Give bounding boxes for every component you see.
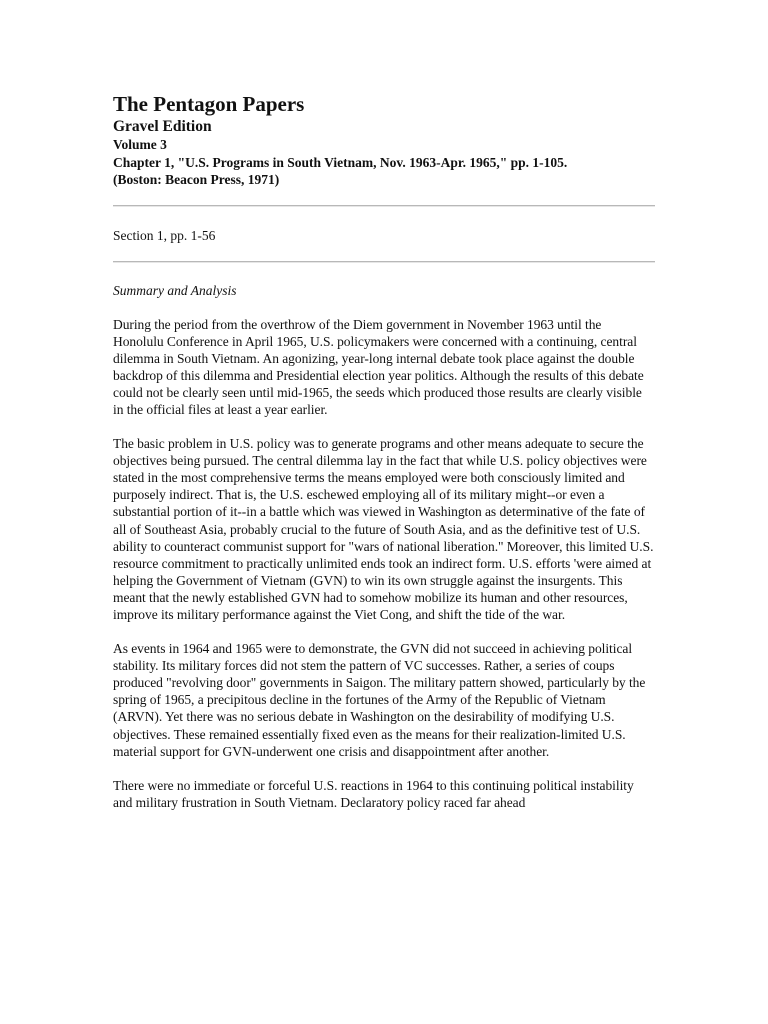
- chapter-label: Chapter 1, "U.S. Programs in South Vietnam, Nov. 1963-Apr. 1965," pp. 1-105.: [113, 154, 568, 170]
- divider: [113, 261, 655, 263]
- body-paragraph: The basic problem in U.S. policy was to generate programs and other means adequate to secure the objectives being pursued. The central dilemma lay in the fact that while U.S. policy objectives were stated in the most comprehensive terms the means employed were both consciously limited and purposely indirect. That is, the U.S. eschewed employing all of its military might--or even a substantial portion of it--in a battle which was viewed in Washington as determinative of the fate of all of Southeast Asia, probably crucial to the future of South Asia, and as the definitive test of U.S. ability to counteract communist support for "wars of national liberation." Moreover, this limited U.S. resource commitment to practically unlimited ends took an indirect form. U.S. efforts 'were aimed at helping the Government of Vietnam (GVN) to win its own struggle against the insurgents. This meant that the newly established GVN had to somehow mobilize its human and other resources, improve its military performance against the Viet Cong, and shift the tide of the war.: [113, 436, 654, 622]
- body-paragraph: During the period from the overthrow of the Diem government in November 1963 until the Honolulu Conference in April 1965, U.S. policymakers were concerned with a continuing, central dilemma in South Vietnam. An agonizing, year-long internal debate took place against the double backdrop of this dilemma and Presidential election year politics. Although the results of this debate could not be clearly seen until mid-1965, the seeds which produced those results are clearly visible in the official files at least a year earlier.: [113, 316, 644, 417]
- document-page: [113, 92, 655, 811]
- edition-label: Gravel Edition: [113, 118, 212, 135]
- body-paragraph: There were no immediate or forceful U.S. reactions in 1964 to this continuing political instability and military frustration in South Vietnam. Declaratory policy raced far ahead: [113, 777, 634, 810]
- document-title: The Pentagon Papers: [113, 92, 305, 116]
- publisher-label: (Boston: Beacon Press, 1971): [113, 172, 280, 187]
- body-paragraph: As events in 1964 and 1965 were to demonstrate, the GVN did not succeed in achieving political stability. Its military forces did not stem the pattern of VC successes. Rather, a series of coups produced "revolving door" governments in Saigon. The military pattern showed, particularly by the spring of 1965, a precipitous decline in the fortunes of the Army of the Republic of Vietnam (ARVN). Yet there was no serious debate in Washington on the desirability of modifying U.S. objectives. These remained essentially fixed even as the means for their realization-limited U.S. material support for GVN-underwent one crisis and disappointment after another.: [113, 641, 646, 759]
- section-subheading: Summary and Analysis: [113, 282, 237, 298]
- volume-label: Volume 3: [113, 137, 167, 152]
- section-label: Section 1, pp. 1-56: [113, 227, 216, 243]
- divider: [113, 205, 655, 207]
